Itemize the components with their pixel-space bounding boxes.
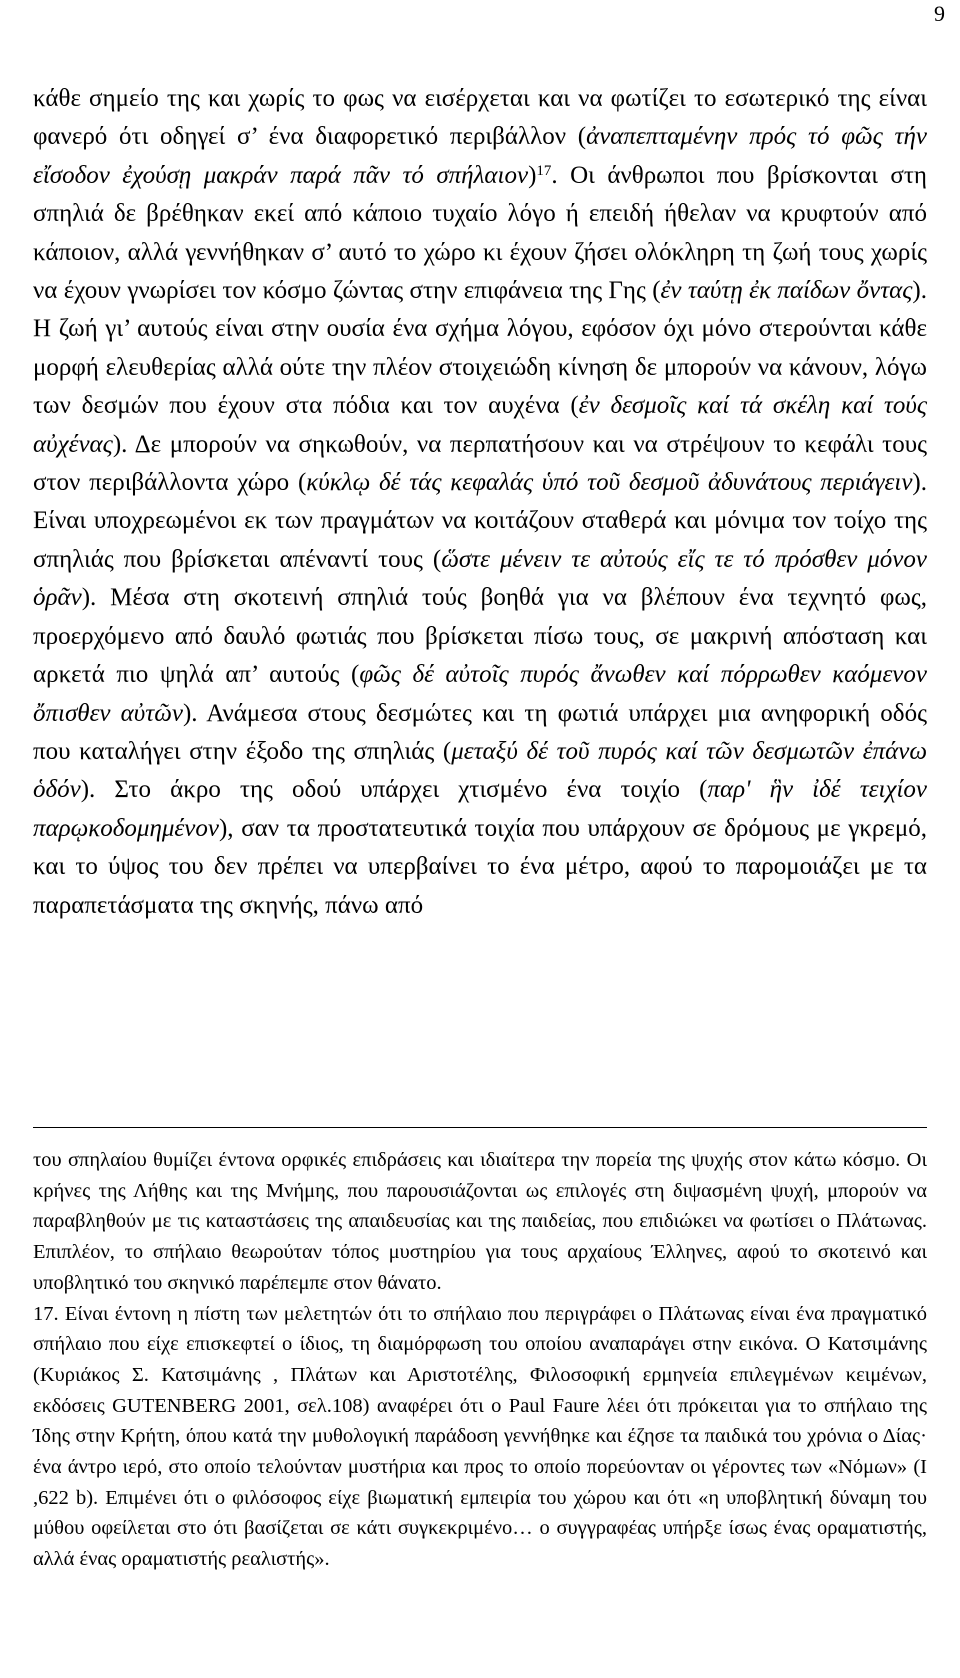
page-number: 9: [934, 1, 945, 26]
ancient-greek-quote: μεταξύ δέ τοῦ πυρός καί τῶν δεσμωτῶν ἐπάνω ὁδόν: [33, 737, 927, 804]
footnote-reference-17[interactable]: 17: [536, 162, 552, 179]
ancient-greek-quote: φῶς δέ αὐτοῖς πυρός ἄνωθεν καί πόρρωθεν καόμενον ὄπισθεν αὐτῶν: [33, 661, 927, 727]
ancient-greek-quote: κύκλῳ δέ τάς κεφαλάς ὑπό τοῦ δεσμοῦ ἀδυνάτους περιάγειν: [306, 469, 913, 497]
footnote-17: 17. Είναι έντονη η πίστη των μελετητών ότι το σπήλαιο που περιγράφει ο Πλάτωνας είναι ένα πραγματικό σπήλαιο που είχε επισκεφτεί ο ίδιος, τη διαμόρφωση του οποίου αναπαράγει στην εικόνα. Ο Κατσιμάνης (Κυριάκος Σ. Κατσιμάνης , Πλάτων και Αριστοτέλης, Φιλοσοφική ερμηνεία επιλεγμένων κειμένων, εκδόσεις GUTENBERG 2001, σελ.108) αναφέρει ότι ο Paul Faure λέει ότι πρόκειται για το σπήλαιο της Ίδης στην Κρήτη, όπου κατά την μυθολογική παράδοση γεννήθηκε και έζησε τα παιδικά του χρόνια ο Δίας· ένα άντρο ιερό, στο οποίο τελούνταν μυστήρια και προς το οποίο πορεύονταν οι γέροντες των «Νόμων» (Ι ,622 b). Επιμένει ότι ο φιλόσοφος είχε βιωματική εμπειρία του χώρου και ότι «η υποβλητική δύναμη του μύθου οφείλεται στο ότι βασίζεται σε κάτι συγκεκριμένο… ο συγγραφέας υπήρξε ίσως ένας οραματιστής, αλλά ένας οραματιστής ρεαλιστής».: [33, 1302, 927, 1571]
body-text-segment: ). Μέσα στη σκοτεινή σπηλιά τούς βοηθά για να βλέπουν ένα τεχνητό φως, προερχόμενο από δαυλό φωτιάς που βρίσκεται πίσω τους, σε μακρινή απόσταση και αρκετά πιο ψηλά απ’ αυτούς (: [33, 584, 927, 689]
ancient-greek-quote: ἐν δεσμοῖς καί τά σκέλη καί τούς αὐχένας: [33, 392, 927, 458]
body-text-segment: ). Δε μπορούν να σηκωθούν, να περπατήσουν και να στρέψουν το κεφάλι τους στον περιβάλλοντα χώρο (: [33, 430, 927, 497]
ancient-greek-quote: ἐν ταύτῃ ἐκ παίδων ὄντας: [660, 277, 913, 305]
footnotes-section: [33, 1145, 927, 1575]
body-text-segment: ). Η ζωή γι’ αυτούς είναι στην ουσία ένα σχήμα λόγου, εφόσον όχι μόνο στερούνται κάθε μορφή ελευθερίας αλλά ούτε την πλέον στοιχειώδη κίνηση δε μπορούν να κάνουν, λόγω των δεσμών που έχουν στα πόδια και τον αυχένα (: [33, 277, 927, 420]
body-text-segment: ). Είναι υποχρεωμένοι εκ των πραγμάτων να κοιτάζουν σταθερά και μόνιμα τον τοίχο της σπηλιάς που βρίσκεται απέναντί τους (: [33, 469, 927, 573]
body-paragraph: [33, 80, 927, 925]
body-text-segment: ). Ανάμεσα στους δεσμώτες και τη φωτιά υπάρχει μια ανηφορική οδός που καταλήγει στην έξοδο της σπηλιάς (: [33, 699, 927, 765]
ancient-greek-quote: παρ' ἣν ἰδέ τειχίον παρῳκοδομημένον: [33, 776, 927, 842]
footnote-separator: [33, 1127, 927, 1128]
body-text-segment: κάθε σημείο της και χωρίς το φως να εισέρχεται και να φωτίζει το εσωτερικό της είναι φανερό ότι οδηγεί σ’ ένα διαφορετικό περιβάλλον (: [33, 85, 927, 151]
ancient-greek-quote: ὥστε μένειν τε αὐτούς εἴς τε τό πρόσθεν μόνον ὁρᾶν: [33, 545, 927, 612]
body-text-segment: ), σαν τα προστατευτικά τοιχία που υπάρχουν σε δρόμους με γκρεμό, και το ύψος του δεν πρέπει να υπερβαίνει το ένα μέτρο, αφού το παρομοιάζει με τα παραπετάσματα της σκηνής, πάνω από: [33, 814, 927, 919]
footnote-continuation: του σπηλαίου θυμίζει έντονα ορφικές επιδράσεις και ιδιαίτερα την πορεία της ψυχής στον κάτω κόσμο. Οι κρήνες της Λήθης και της Μνήμης, που παρουσιάζονται ως επιλογές στη διψασμένη ψυχή, μπορούν να παραβληθούν με τις καταστάσεις της απαιδευσίας και της παιδείας, που επιδιώκει να φωτίσει ο Πλάτωνας. Επιπλέον, το σπήλαιο θεωρούταν τόπος μυστηρίου για τους αρχαίους Έλληνες, αφού το σκοτεινό και υποβλητικό του σκηνικό παρέπεμπε στον θάνατο.: [33, 1149, 927, 1294]
ancient-greek-quote: ἀναπεπταμένην πρός τό φῶς τήν εἴσοδον ἐχούσῃ μακράν παρά πᾶν τό σπήλαιον: [33, 123, 927, 189]
body-text-segment: ). Στο άκρο της οδού υπάρχει χτισμένο ένα τοιχίο (: [80, 776, 708, 804]
body-text-segment: . Οι άνθρωποι που βρίσκονται στη σπηλιά δε βρέθηκαν εκεί από κάποιο τυχαίο λόγο ή επειδή ήθελαν να κρυφτούν από κάποιον, αλλά γεννήθηκαν σ’ αυτό το χώρο κι έχουν ζήσει ολόκληρη τη ζωή τους χωρίς να έχουν γνωρίσει τον κόσμο ζώντας στην επιφάνεια της Γης (: [33, 161, 927, 305]
body-text-segment: ): [528, 161, 537, 189]
main-body-text: [33, 80, 927, 925]
